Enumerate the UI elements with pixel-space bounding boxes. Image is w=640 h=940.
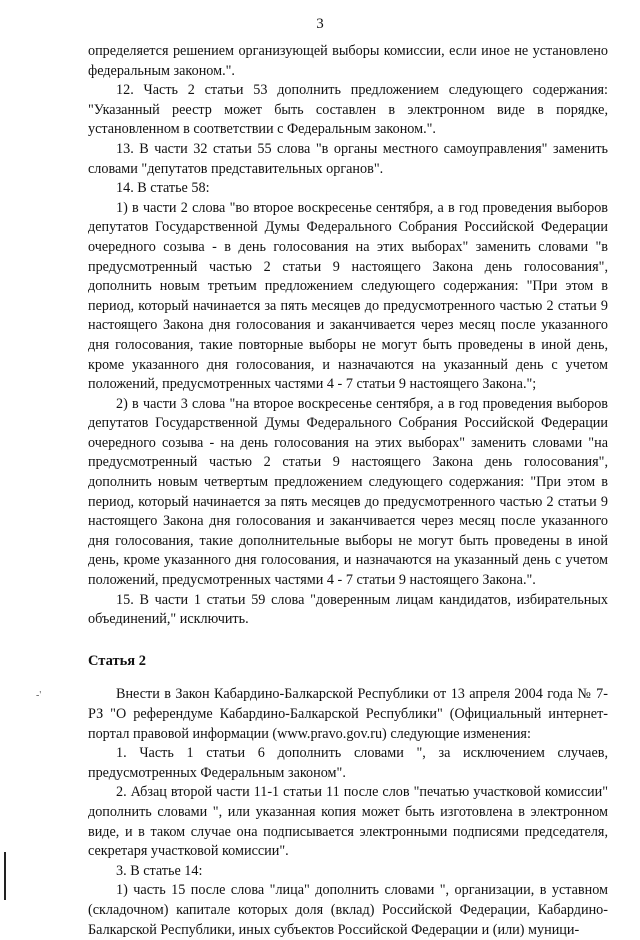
margin-scan-line <box>4 852 6 900</box>
article-2-item-1: 1. Часть 1 статьи 6 дополнить словами ", за исключением случаев, предусмотренных Федеральным законом". <box>88 745 608 781</box>
paragraph-item-12: 12. Часть 2 статьи 53 дополнить предложением следующего содержания: "Указанный реестр может быть составлен в электронном виде в порядке, установленном в соответствии с Федеральным законом.". <box>88 82 608 138</box>
paragraph-item-14: 14. В статье 58: <box>116 180 210 197</box>
paragraph-item-14-1: 1) в части 2 слова "во второе воскресенье сентября, а в год проведения выборов депутатов Государственной Думы Федерального Собрания Российской Федерации очередного созыва - в день голосования на этих выборах" заменить словами "в предусмотренный частью 2 статьи 9 настоящего Закона день голосования", дополнить новым третьим предложением следующего содержания: "При этом в период, который начинается за пять месяцев до предусмотренного частью 2 статьи 9 настоящего Закона дня голосования и заканчивается через месяц после указанного дня голосования, такие повторные выборы не могут быть проведены в иной день, кроме указанного дня голосования, и назначаются на указанный день с учетом положений, предусмотренных частями 4 - 7 статьи 9 настоящего Закона."; <box>88 199 608 393</box>
article-2-item-3: 3. В статье 14: <box>116 862 203 879</box>
paragraph-continuation: определяется решением организующей выборы комиссии, если иное не установлено федеральным законом.". <box>88 43 608 79</box>
page-number: 3 <box>316 16 324 32</box>
paragraph-item-14-2: 2) в части 3 слова "на второе воскресенье сентября, а в год проведения выборов депутатов Государственной Думы Федерального Собрания Российской Федерации очередного созыва - на день голосования на этих выборах" заменить словами "на предусмотренный частью 2 статьи 9 настоящего Закона день голосования", дополнить новым четвертым предложением следующего содержания: "При этом в период, который начинается за пять месяцев до предусмотренного частью 2 статьи 9 настоящего Закона дня голосования и заканчивается через месяц после указанного дня голосования, такие дополнительные выборы не могут быть проведены в иной день, кроме указанного дня голосования, и назначаются на указанный день с учетом положений, предусмотренных частями 4 - 7 статьи 9 настоящего Закона.". <box>88 395 608 589</box>
paragraph-item-13: 13. В части 32 статьи 55 слова "в органы местного самоуправления" заменить словами "депутатов представительных органов". <box>88 140 608 177</box>
document-body <box>88 42 608 940</box>
paragraph-item-15: 15. В части 1 статьи 59 слова "доверенным лицам кандидатов, избирательных объединений," исключить. <box>88 591 608 628</box>
article-2-item-3-1: 1) часть 15 после слова "лица" дополнить словами ", организации, в уставном (складочном) капитале которых доля (вклад) Российской Федерации, Кабардино-Балкарской Республики, иных субъектов Российской Федерации и (или) муници- <box>88 882 608 938</box>
margin-mark: -' <box>36 690 42 701</box>
article-2-item-2: 2. Абзац второй части 11-1 статьи 11 после слов "печатью участковой комиссии" дополнить словами ", или указанная копия может быть изготовлена в электронном виде, и в таком случае она подписывается электронными подписями председателя, секретаря участковой комиссии". <box>88 784 608 860</box>
article-2-intro: Внести в Закон Кабардино-Балкарской Республики от 13 апреля 2004 года № 7-РЗ "О референдуме Кабардино-Балкарской Республики" (Официальный интернет-портал правовой информации (www.pravo.gov.ru) следующие изменения: <box>88 686 608 742</box>
article-heading: Статья 2 <box>88 652 146 669</box>
